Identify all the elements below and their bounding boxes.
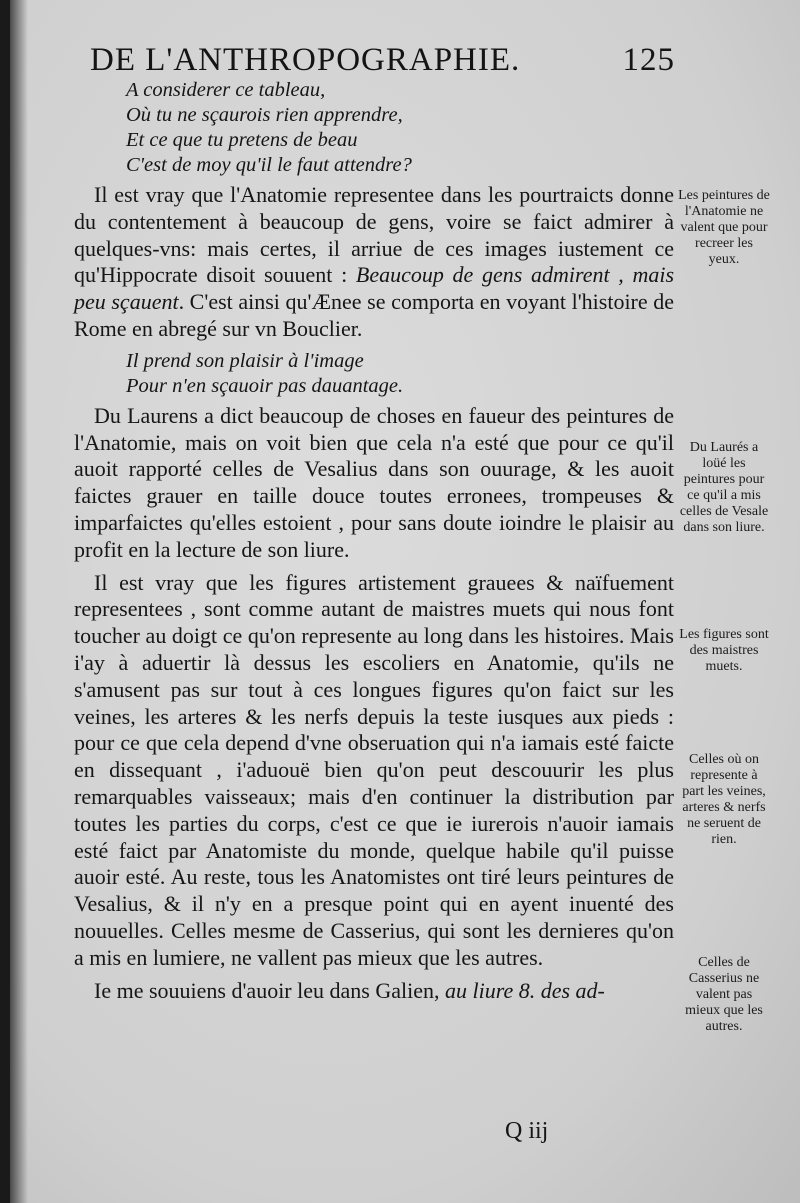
signature-mark: Q iij	[505, 1118, 549, 1144]
paragraph-1	[74, 182, 674, 343]
paragraph-3: Il est vray que les figures artistement grauees & naïfuement representees , sont comme autant de maistres muets qui nous font toucher au doigt ce qu'on represente au long dans les histoires. Mais i'ay à aduertir là dessus les escoliers en Anatomie, qu'ils ne s'amusent pas sur tout à ces longues figures qu'on faict sur les veines, les arteres & les nerfs depuis la teste iusques aux pieds : pour ce que cela depend d'vne obseruation qui n'a iamais esté faicte en dissequant , i'aduouë bien qu'on peut descouurir les plus remarquables vaisseaux; mais d'en continuer la distribution par toutes les parties du corps, c'est ce que ie iurerois n'auoir iamais esté faict par Anatomiste du monde, quelque habile qu'il puisse auoir esté. Au reste, tous les Anatomistes ont tiré leurs peintures de Vesalius, & il n'y en a presque point qui en ayent inuenté des nouuelles. Celles mesme de Casserius, qui sont les dernieres qu'on a mis en lumiere, ne vallent pas mieux que les autres.	[74, 569, 674, 970]
verse-block-1	[74, 78, 674, 178]
verse-block-2	[74, 349, 674, 399]
verse-line: A considerer ce tableau,	[126, 79, 326, 101]
paragraph-text: Ie me souuiens d'auoir leu dans Galien,	[94, 977, 440, 1003]
verse-line: Pour n'en sçauoir pas dauantage.	[126, 374, 404, 397]
paragraph-2: Du Laurens a dict beaucoup de choses en faueur des peintures de l'Anatomie, mais on voit bien que cela n'a esté que pour ce qu'il auoit rapporté celles de Vesalius dans son ouurage, & les auoit faictes grauer en taille douce toutes erronees, trompeuses & imparfaictes qu'elles estoient , pour sans doute ioindre le plaisir au profit en la lecture de son liure.	[74, 402, 674, 562]
quote-italic: Beaucoup de gens admirent , mais peu sçauent	[74, 262, 675, 315]
header-title: DE L'ANTHROPOGRAPHIE.	[90, 42, 521, 78]
margin-note: Celles où on represente à part les veines, arteres & nerfs ne seruent de rien.	[682, 752, 766, 847]
page-gutter-shadow	[10, 0, 28, 1203]
margin-note: Du Laurés a loüé les peintures pour ce qu'il a mis celles de Vesale dans son liure.	[679, 440, 769, 535]
book-page	[10, 0, 800, 1203]
verse-line: Il prend son plaisir à l'image	[126, 349, 364, 372]
margin-note: Les figures sont des maistres muets.	[679, 627, 769, 674]
paragraph-4	[74, 978, 674, 1005]
page-number: 125	[622, 42, 675, 78]
running-header	[90, 42, 675, 79]
margin-note: Celles de Casserius ne valent pas mieux que les autres.	[685, 955, 763, 1034]
main-text	[74, 78, 674, 1010]
verse-line: C'est de moy qu'il le faut attendre?	[126, 154, 412, 176]
paragraph-text: . C'est ainsi qu'Ænee se comporta en voyant l'histoire de Rome en abregé sur vn Bouclier.	[74, 289, 675, 341]
verse-line: Où tu ne sçaurois rien apprendre,	[126, 104, 403, 126]
margin-note: Les peintures de l'Anatomie ne valent que pour recreer les yeux.	[678, 188, 770, 267]
paragraph-text: Il est vray que l'Anatomie representee dans les pourtraicts donne du contentement à beaucoup de gens, voire se faict admirer à quelques-vns: mais certes, il arriue de ces images iustement ce qu'Hippocrate disoit souuent :	[74, 182, 674, 288]
citation-italic: au liure 8. des ad-	[444, 977, 605, 1003]
verse-line: Et ce que tu pretens de beau	[126, 129, 358, 151]
